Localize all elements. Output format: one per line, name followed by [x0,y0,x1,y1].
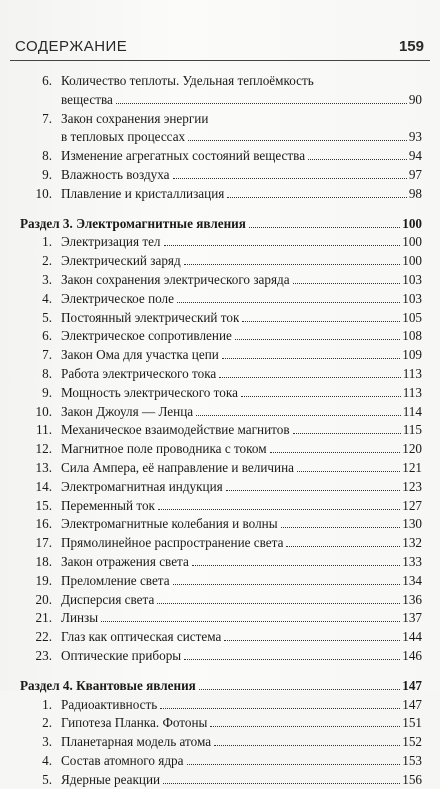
entry-page: 93 [408,129,422,145]
dot-leader [241,396,401,397]
toc-entry [20,346,422,365]
entry-number: 20. [35,591,52,607]
dot-leader [281,527,401,528]
entry-title: Гипотеза Планка. Фотоны [61,715,208,731]
dot-leader [270,452,401,453]
entry-title: Линзы [61,610,99,626]
entry-title: Электрическое поле [61,290,174,306]
entry-title: Электромагнитные колебания и волны [61,516,278,532]
entry-number: 15. [35,497,52,513]
entry-number: 22. [35,629,52,645]
toc-entry-line [20,110,422,129]
toc-entry [20,185,422,204]
entry-page: 90 [408,91,422,107]
entry-page: 156 [402,771,422,787]
entry-page: 109 [402,347,422,363]
dot-leader [293,433,401,434]
toc-entry [20,771,422,789]
running-title: СОДЕРЖАНИЕ [15,38,128,55]
entry-title: вещества [61,91,113,107]
entry-title: Состав атомного ядра [61,752,184,768]
entry-title: Магнитное поле проводника с током [61,441,267,457]
entry-page: 152 [402,734,422,750]
section-page: 100 [402,215,422,231]
entry-number: 3. [42,271,52,287]
toc-entry [20,515,422,534]
toc-entry [20,252,422,271]
entry-title: Закон сохранения энергии [61,110,209,126]
toc-entry [20,290,422,309]
entry-number: 8. [42,365,52,381]
dot-leader [297,471,400,472]
dot-leader [235,339,400,340]
dot-leader [116,103,407,104]
entry-title: Количество теплоты. Удельная теплоёмкость [61,73,314,88]
toc-entry [20,609,422,628]
entry-title: Прямолинейное распространение света [61,535,284,551]
entry-title: Дисперсия света [61,591,155,607]
entry-title: Электрический заряд [61,253,181,269]
entry-page: 103 [402,271,422,287]
toc-entry [20,534,422,553]
toc-entry [20,327,422,346]
entry-number: 5. [42,771,52,787]
entry-number: 4. [42,290,52,306]
section-title: Раздел 4. Квантовые явления [20,677,196,693]
toc-entry [20,478,422,497]
entry-page: 133 [402,553,422,569]
toc-entry [20,166,422,185]
entry-title: Мощность электрического тока [61,384,238,400]
entry-title: Плавление и кристаллизация [61,185,225,201]
entry-page: 98 [408,185,422,201]
entry-title: Закон Ома для участка цепи [61,347,219,363]
entry-title: Изменение агрегатных состояний вещества [61,148,306,164]
dot-leader [164,245,401,246]
entry-page: 146 [402,647,422,663]
dot-leader [249,227,400,228]
entry-title: Электромагнитная индукция [61,478,223,494]
entry-number: 16. [35,516,52,532]
entry-number: 5. [42,309,52,325]
entry-number: 10. [35,185,52,201]
entry-title: Оптические приборы [61,647,182,663]
toc-entry [20,421,422,440]
entry-title: Электрическое сопротивление [61,328,232,344]
dot-leader [222,358,400,359]
dot-leader [293,283,401,284]
toc-entry [20,591,422,610]
entry-title: в тепловых процессах [61,129,186,145]
toc-entry [20,714,422,733]
entry-page: 147 [402,696,422,712]
entry-number: 8. [42,148,52,164]
toc-entry [20,309,422,328]
dot-leader [173,178,407,179]
dot-leader [188,140,407,141]
entry-number: 2. [42,253,52,269]
toc-entry [20,647,422,666]
entry-number: 13. [35,459,52,475]
entry-page: 132 [402,535,422,551]
section-page: 147 [402,677,422,693]
page-number: 159 [398,38,424,55]
entry-page: 113 [402,384,422,400]
entry-number: 2. [42,715,52,731]
entry-title: Работа электрического тока [61,365,217,381]
entry-page: 115 [402,422,422,438]
dot-leader [210,726,400,727]
dot-leader [286,546,400,547]
section-gap [20,204,422,209]
entry-title: Закон отражения света [61,553,189,569]
section-heading-section3 [20,215,422,234]
entry-number: 1. [42,234,52,250]
entry-title: Глаз как оптическая система [61,629,222,645]
entry-title: Сила Ампера, её направление и величина [61,459,294,475]
entry-page: 103 [402,290,422,306]
dot-leader [219,377,400,378]
entry-page: 113 [402,365,422,381]
entry-title: Механическое взаимодействие магнитов [61,422,290,438]
entry-title: Ядерные реакции [61,771,161,787]
section-gap [20,666,422,671]
entry-number: 23. [35,647,52,663]
toc-entry [20,497,422,516]
toc-entry [20,233,422,252]
toc-entry [20,147,422,166]
entry-page: 105 [402,309,422,325]
entry-number: 18. [35,553,52,569]
entry-title: Постоянный электрический ток [61,309,240,325]
dot-leader [242,321,400,322]
toc-entry [20,628,422,647]
dot-leader [101,621,400,622]
toc-entry [20,271,422,290]
entry-number: 7. [42,347,52,363]
entry-page: 123 [402,478,422,494]
entry-title: Электризация тел [61,234,161,250]
toc-entry [20,553,422,572]
entry-page: 151 [402,715,422,731]
toc-entry-continuation [20,128,422,147]
entry-title: Закон сохранения электрического заряда [61,271,290,287]
entry-number: 6. [42,73,52,88]
entry-number: 12. [35,441,52,457]
entry-page: 134 [402,572,422,588]
dot-leader [199,689,400,690]
entry-page: 121 [402,459,422,475]
entry-page: 120 [402,441,422,457]
entry-title: Переменный ток [61,497,155,513]
entry-page: 100 [402,234,422,250]
dot-leader [308,159,407,160]
toc-entry [20,384,422,403]
entry-page: 144 [402,629,422,645]
entry-number: 3. [42,734,52,750]
toc-entry [20,459,422,478]
entry-number: 4. [42,752,52,768]
entry-page: 108 [402,328,422,344]
toc-entry-line [20,72,422,91]
entry-title: Радиоактивность [61,696,158,712]
toc-entry [20,572,422,591]
entry-title: Преломление света [61,572,170,588]
entry-title: Влажность воздуха [61,166,170,182]
dot-leader [177,302,400,303]
section-heading-section4 [20,677,422,696]
entry-page: 97 [408,166,422,182]
entry-page: 136 [402,591,422,607]
entry-number: 17. [35,535,52,551]
dot-leader [160,708,400,709]
dot-leader [187,764,401,765]
dot-leader [163,783,400,784]
dot-leader [184,264,401,265]
entry-title: Закон Джоуля — Ленца [61,403,194,419]
entry-number: 10. [35,403,52,419]
entry-number: 6. [42,328,52,344]
dot-leader [184,659,400,660]
entry-page: 127 [402,497,422,513]
entry-number: 9. [42,166,52,182]
toc-entry [20,696,422,715]
toc-entry [20,752,422,771]
entry-number: 7. [42,110,52,126]
dot-leader [214,745,400,746]
toc-entry [20,365,422,384]
header-rule [10,60,430,61]
dot-leader [173,584,401,585]
toc-entry-continuation [20,91,422,110]
entry-number: 14. [35,478,52,494]
entry-page: 94 [408,148,422,164]
entry-title: Планетарная модель атома [61,734,212,750]
entry-number: 19. [35,572,52,588]
toc-entry [20,403,422,422]
dot-leader [158,509,400,510]
dot-leader [157,603,400,604]
dot-leader [224,640,400,641]
entry-number: 11. [36,422,52,438]
dot-leader [192,565,400,566]
dot-leader [227,197,406,198]
toc-entry [20,733,422,752]
entry-number: 9. [42,384,52,400]
section-title: Раздел 3. Электромагнитные явления [20,215,246,231]
dot-leader [196,415,401,416]
page-header [15,38,424,55]
entry-page: 100 [402,253,422,269]
entry-number: 1. [42,696,52,712]
table-of-contents [20,72,422,789]
entry-page: 153 [402,752,422,768]
entry-number: 21. [35,610,52,626]
dot-leader [226,490,400,491]
entry-page: 137 [402,610,422,626]
entry-page: 130 [402,516,422,532]
entry-page: 114 [402,403,422,419]
toc-entry [20,440,422,459]
